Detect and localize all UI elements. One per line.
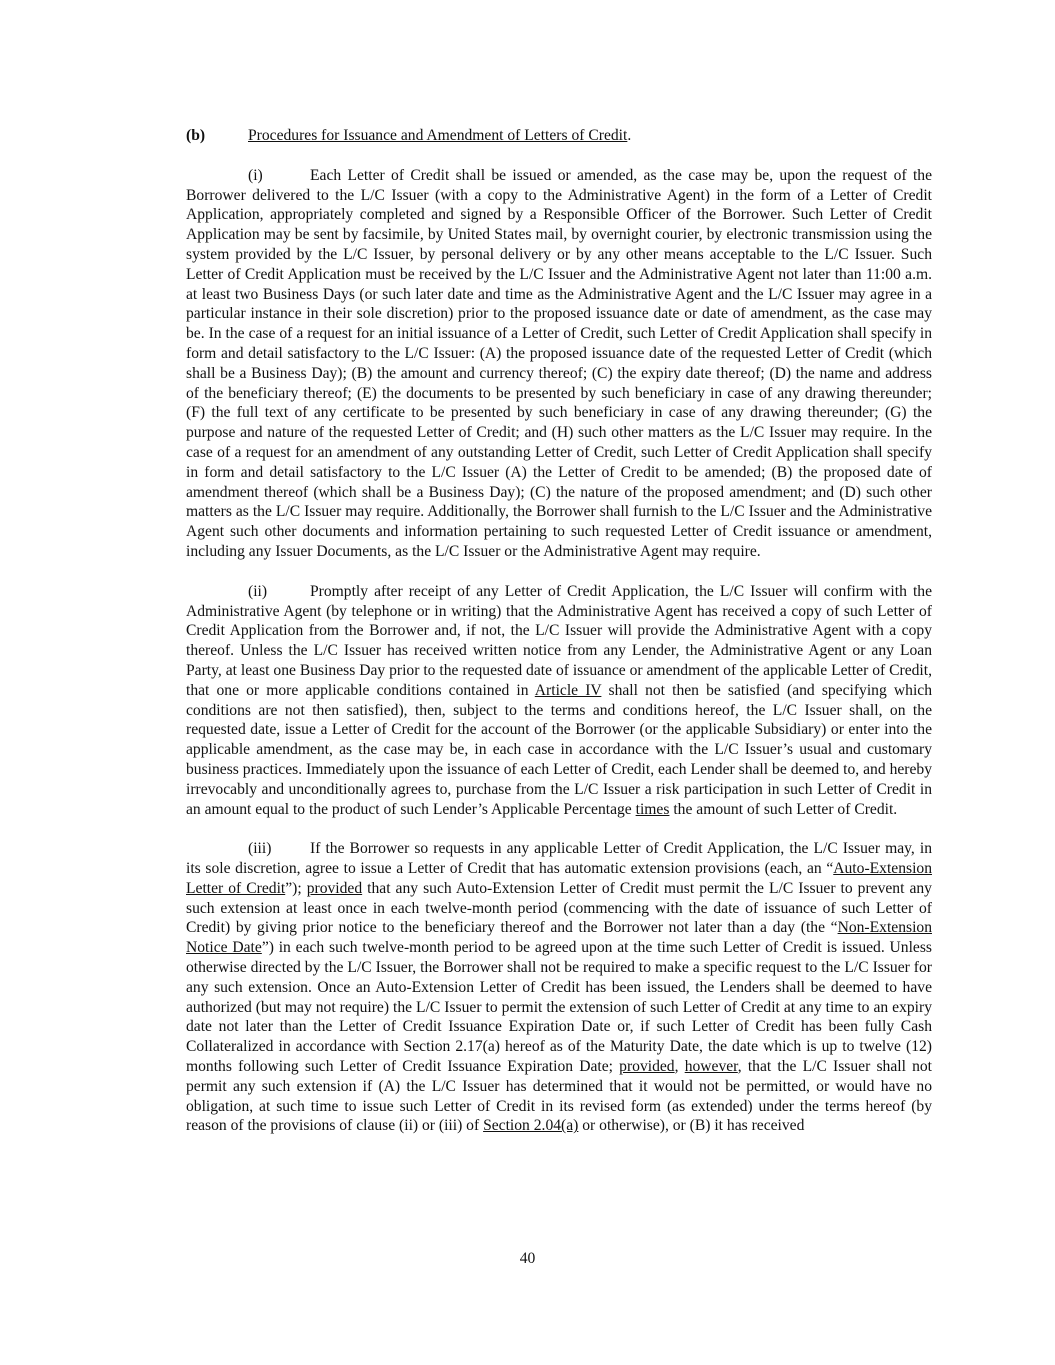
section-title-period: . [627,127,632,144]
document-page [186,126,932,1156]
paragraph-iii [186,839,932,1136]
page-number: 40 [519,1250,536,1267]
paragraph-number: (ii) [248,582,268,600]
section-title: Procedures for Issuance and Amendment of Letters of Credit [248,127,628,144]
paragraph-text: , [674,1058,685,1076]
paragraph-text: that any such Auto-Extension Letter of Credit must permit the L/C Issuer to prevent any such extension at least once in each twelve-month period (commencing with the date of issuance of such Letter of Credit) by giving prior notice to the beneficiary thereof and the Borrower not later than a day (the “ [186,879,932,937]
paragraph-number: (i) [248,166,263,184]
paragraph-text: , that the L/C Issuer shall not permit any such extension if (A) the L/C Issuer has determined that it would not be permitted, or would have no obligation, at such time to issue such Letter of Credit in its revised form (as extended) under the terms hereof (by reason of the provisions of clause (ii) or (iii) of [186,1058,933,1135]
times-term: times [635,800,670,818]
paragraph-i [186,166,932,562]
however-term: however [684,1058,738,1076]
provided-term: provided [306,879,363,897]
section-heading [186,126,932,146]
paragraph-text: or otherwise), or (B) it has received [578,1117,805,1135]
paragraph-text: the amount of such Letter of Credit. [669,800,898,818]
paragraph-text: If the Borrower so requests in any applicable Letter of Credit Application, the L/C Issuer may, in its sole discretion, agree to issue a Letter of Credit that has automatic extension provisions (each, an “ [186,840,932,878]
paragraph-text: ”); [285,879,307,897]
paragraph-ii [186,582,932,820]
defined-term-auto-extension: Auto-Extension [833,860,932,878]
defined-term-non-extension-notice-date: Non-Extension Notice Date [186,919,932,957]
provided-term: provided [619,1058,675,1076]
paragraph-text: Each Letter of Credit shall be issued or amended, as the case may be, upon the request of the Borrower delivered to the L/C Issuer (with a copy to the Administrative Agent) in the form of a Letter of Credit Application, appropriately completed and signed by a Responsible Officer of the Borrower. Such Letter of Credit Application may be sent by facsimile, by United States mail, by overnight courier, by electronic transmission using the system provided by the L/C Issuer, by personal delivery or by any other means acceptable to the L/C Issuer. Such Letter of Credit Application must be received by the L/C Issuer and the Administrative Agent not later than 11:00 a.m. at least two Business Days (or such later date and time as the Administrative Agent and the L/C Issuer may agree in a particular instance in their sole discretion) prior to the proposed issuance date or date of amendment, as the case may be. In the case of a request for an initial issuance of a Letter of Credit, such Letter of Credit Application shall specify in form and detail satisfactory to the L/C Issuer: (A) the proposed issuance date of the requested Letter of Credit (which shall be a Business Day); (B) the amount and currency thereof; (C) the expiry date thereof; (D) the name and address of the beneficiary thereof; (E) the documents to be presented by such beneficiary in case of any drawing thereunder; (F) the full text of any certificate to be presented by such beneficiary in case of any drawing thereunder; (G) the purpose and nature of the requested Letter of Credit; and (H) such other matters as the L/C Issuer may require. In the case of a request for an amendment of any outstanding Letter of Credit, such Letter of Credit Application shall specify in form and detail satisfactory to the L/C Issuer (A) the Letter of Credit to be amended; (B) the proposed date of amendment thereof (which shall be a Business Day); (C) the nature of the proposed amendment; and (D) such other matters as the L/C Issuer may require. Additionally, the Borrower shall furnish to the L/C Issuer and the Administrative Agent such other documents and information pertaining to such requested Letter of Credit issuance or amendment, including any Issuer Documents, as the L/C Issuer or the Administrative Agent may require. [186,166,932,560]
paragraph-text: ”) in each such twelve-month period to be agreed upon at the time such Letter of Credit is issued. Unless otherwise directed by the L/C Issuer, the Borrower shall not be required to make a specific request to the L/C Issuer for any such extension. Once an Auto-Extension Letter of Credit has been issued, the Lenders shall be deemed to have authorized (but may not require) the L/C Issuer to permit the extension of such Letter of Credit at any time to an expiry date not later than the Letter of Credit Issuance Expiration Date or, if such Letter of Credit has been fully Cash Collateralized in accordance with Section 2.17(a) hereof as of the Maturity Date, the date which is up to twelve (12) months following such Letter of Credit Issuance Expiration Date; [186,939,932,1076]
article-iv-reference: Article IV [534,681,602,699]
defined-term-letter-of-credit: Letter of Credit [186,879,286,897]
paragraph-number: (iii) [248,840,272,858]
section-2-04a-reference: Section 2.04(a) [483,1117,579,1135]
section-label: (b) [186,127,206,144]
paragraph-text: Promptly after receipt of any Letter of Credit Application, the L/C Issuer will confirm with the Administrative Agent (by telephone or in writing) that the Administrative Agent has received a copy of such Letter of Credit Application from the Borrower and, if not, the L/C Issuer will provide the Administrative Agent with a copy thereof. Unless the L/C Issuer has received written notice from any Lender, the Administrative Agent or any Loan Party, at least one Business Day prior to the requested date of issuance or amendment of the applicable Letter of Credit, that one or more applicable conditions contained in [186,582,932,699]
paragraph-text: shall not then be satisfied (and specifying which conditions are not then satisfied), then, subject to the terms and conditions hereof, the L/C Issuer shall, on the requested date, issue a Letter of Credit for the account of the Borrower (or the applicable Subsidiary) or enter into the applicable amendment, as the case may be, in each case in accordance with the L/C Issuer’s usual and customary business practices. Immediately upon the issuance of each Letter of Credit, each Lender shall be deemed to, and hereby irrevocably and unconditionally agrees to, purchase from the L/C Issuer a risk participation in such Letter of Credit in an amount equal to the product of such Lender’s Applicable Percentage [186,681,933,818]
